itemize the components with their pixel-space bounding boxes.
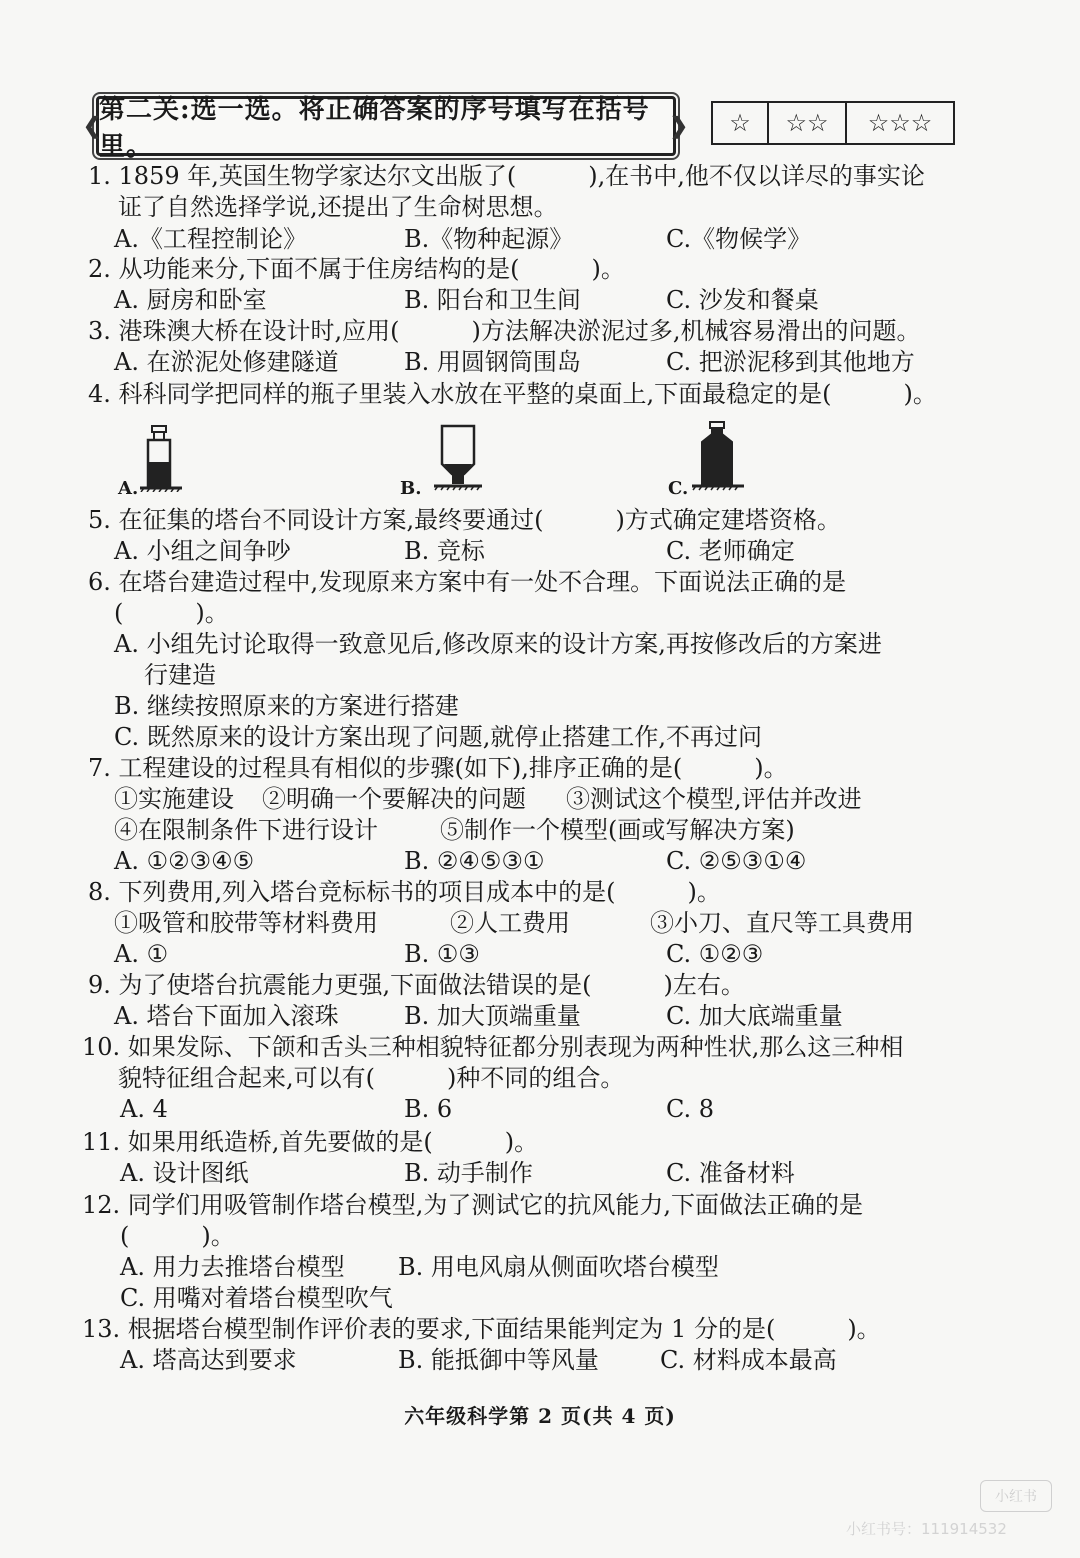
question-13-option-a: A. 塔高达到要求 [120, 1346, 297, 1374]
section-title: 第二关:选一选。将正确答案的序号填写在括号里。 [99, 95, 650, 162]
question-10-option-b: B. 6 [404, 1095, 453, 1123]
watermark-text: 小红书号：111914532 [846, 1520, 1007, 1538]
question-7-step-2: ②明确一个要解决的问题 [262, 785, 526, 813]
question-2-line1: 2. 从功能来分,下面不属于住房结构的是( )。 [88, 255, 625, 283]
question-3-option-a: A. 在淤泥处修建隧道 [114, 348, 339, 376]
bottle-b-icon [428, 420, 488, 492]
question-5-option-b: B. 竞标 [404, 537, 485, 565]
section-banner [83, 95, 689, 162]
question-12-line2: ( )。 [120, 1222, 235, 1250]
question-8-item-3: ③小刀、直尺等工具费用 [650, 909, 914, 937]
question-11-option-c: C. 准备材料 [666, 1159, 795, 1187]
question-12-line1: 12. 同学们用吸管制作塔台模型,为了测试它的抗风能力,下面做法正确的是 [82, 1191, 864, 1219]
question-4-option-a: A. [118, 478, 139, 499]
star-rating-1: ☆ [713, 103, 769, 143]
question-12-option-c: C. 用嘴对着塔台模型吹气 [120, 1284, 393, 1312]
question-2-option-c: C. 沙发和餐桌 [666, 286, 819, 314]
question-12-option-b: B. 用电风扇从侧面吹塔台模型 [398, 1253, 719, 1281]
question-10-option-a: A. 4 [120, 1095, 168, 1123]
question-13-option-b: B. 能抵御中等风量 [398, 1346, 599, 1374]
question-8-line1: 8. 下列费用,列入塔台竞标标书的项目成本中的是( )。 [88, 878, 721, 906]
bottle-c-icon [688, 418, 748, 492]
question-7-option-a: A. ①②③④⑤ [114, 847, 255, 875]
question-5-line1: 5. 在征集的塔台不同设计方案,最终要通过( )方式确定建塔资格。 [88, 506, 841, 534]
question-4-line1: 4. 科科同学把同样的瓶子里装入水放在平整的桌面上,下面最稳定的是( )。 [88, 380, 937, 408]
question-7-option-b: B. ②④⑤③① [404, 847, 545, 875]
question-3-line1: 3. 港珠澳大桥在设计时,应用( )方法解决淤泥过多,机械容易滑出的问题。 [88, 317, 921, 345]
question-1-line1: 1. 1859 年,英国生物学家达尔文出版了( ),在书中,他不仅以详尽的事实论 [88, 162, 925, 190]
question-7-step-5: ⑤制作一个模型(画或写解决方案) [440, 816, 795, 844]
question-6-option-a-line1: A. 小组先讨论取得一致意见后,修改原来的设计方案,再按修改后的方案进 [114, 630, 882, 658]
question-9-option-c: C. 加大底端重量 [666, 1002, 843, 1030]
question-5-option-a: A. 小组之间争吵 [114, 537, 291, 565]
question-2-option-a: A. 厨房和卧室 [114, 286, 267, 314]
banner-ornament-left-icon: ❮ [83, 113, 103, 139]
watermark-badge: 小红书 [980, 1480, 1052, 1512]
question-9-line1: 9. 为了使塔台抗震能力更强,下面做法错误的是( )左右。 [88, 971, 745, 999]
bottle-a-icon [136, 420, 188, 492]
star-rating-3: ☆☆☆ [867, 109, 933, 137]
question-11-line1: 11. 如果用纸造桥,首先要做的是( )。 [82, 1128, 539, 1156]
question-11-option-a: A. 设计图纸 [120, 1159, 249, 1187]
question-11-option-b: B. 动手制作 [404, 1159, 533, 1187]
question-9-option-b: B. 加大顶端重量 [404, 1002, 581, 1030]
question-2-option-b: B. 阳台和卫生间 [404, 286, 581, 314]
question-10-option-c: C. 8 [666, 1095, 715, 1123]
difficulty-stars [711, 101, 955, 145]
question-6-option-a-line2: 行建造 [144, 661, 216, 689]
question-1-option-b: B.《物种起源》 [404, 225, 574, 253]
question-12-option-a: A. 用力去推塔台模型 [120, 1253, 345, 1281]
question-7-step-1: ①实施建设 [114, 785, 234, 813]
question-13-option-c: C. 材料成本最高 [660, 1346, 837, 1374]
question-7-step-4: ④在限制条件下进行设计 [114, 816, 378, 844]
question-3-option-b: B. 用圆钢筒围岛 [404, 348, 581, 376]
question-7-step-3: ③测试这个模型,评估并改进 [566, 785, 862, 813]
question-10-line1: 10. 如果发际、下颌和舌头三种相貌特征都分别表现为两种性状,那么这三种相 [82, 1033, 904, 1061]
question-7-option-c: C. ②⑤③①④ [666, 847, 807, 875]
question-4-option-c: C. [668, 478, 689, 499]
question-6-line1: 6. 在塔台建造过程中,发现原来方案中有一处不合理。下面说法正确的是 [88, 568, 847, 596]
question-4-option-b: B. [400, 478, 422, 499]
question-8-option-a: A. ① [114, 940, 169, 968]
question-6-line2: ( )。 [114, 599, 229, 627]
question-1-option-c: C.《物候学》 [666, 225, 812, 253]
question-8-item-2: ②人工费用 [450, 909, 570, 937]
banner-ornament-right-icon: ❯ [669, 113, 689, 139]
question-7-line1: 7. 工程建设的过程具有相似的步骤(如下),排序正确的是( )。 [88, 754, 788, 782]
question-1-line2: 证了自然选择学说,还提出了生命树思想。 [118, 193, 558, 221]
question-8-option-c: C. ①②③ [666, 940, 764, 968]
question-1-option-a: A.《工程控制论》 [114, 225, 307, 253]
question-8-option-b: B. ①③ [404, 940, 480, 968]
page-footer: 六年级科学第 2 页(共 4 页) [404, 1404, 676, 1428]
question-13-line1: 13. 根据塔台模型制作评价表的要求,下面结果能判定为 1 分的是( )。 [82, 1315, 881, 1343]
question-6-option-c: C. 既然原来的设计方案出现了问题,就停止搭建工作,不再过问 [114, 723, 763, 751]
question-10-line2: 貌特征组合起来,可以有( )种不同的组合。 [118, 1064, 625, 1092]
question-3-option-c: C. 把淤泥移到其他地方 [666, 348, 915, 376]
star-rating-2: ☆☆ [769, 103, 847, 143]
question-8-item-1: ①吸管和胶带等材料费用 [114, 909, 378, 937]
question-9-option-a: A. 塔台下面加入滚珠 [114, 1002, 339, 1030]
question-6-option-b: B. 继续按照原来的方案进行搭建 [114, 692, 459, 720]
question-5-option-c: C. 老师确定 [666, 537, 795, 565]
